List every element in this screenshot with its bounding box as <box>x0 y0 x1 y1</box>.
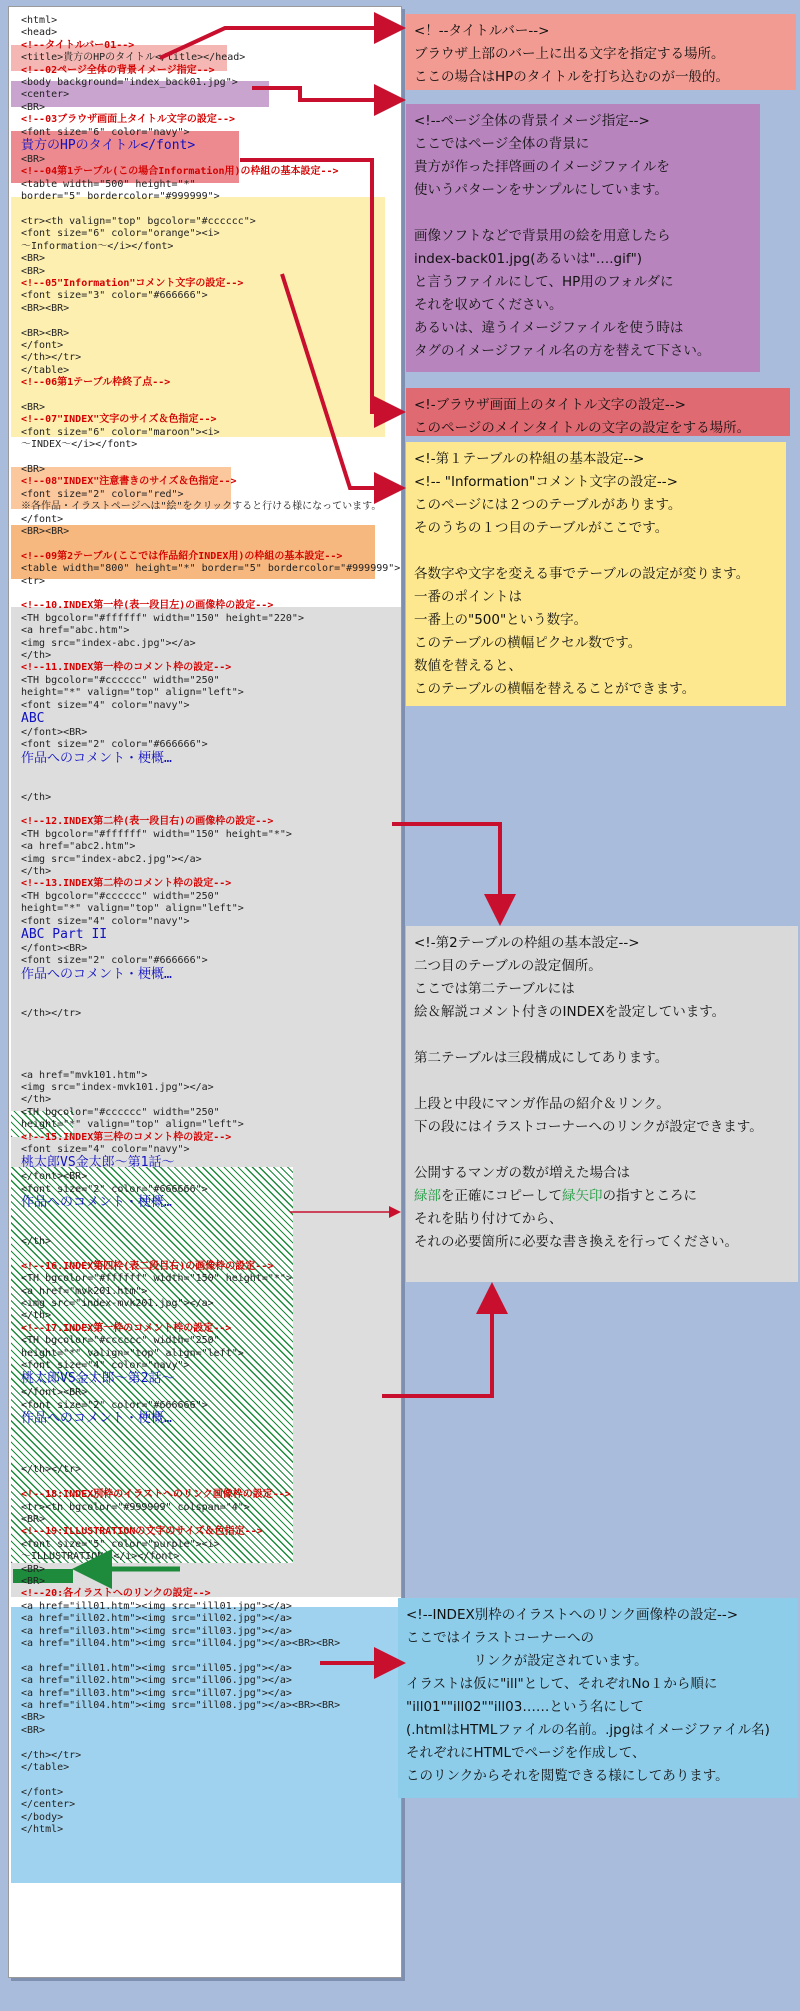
code-line: <BR> <box>21 1712 46 1724</box>
code-line: border="5" bordercolor="#999999"> <box>21 191 220 203</box>
code-line: <center> <box>21 89 70 101</box>
code-line: <!--08"INDEX"注意書きのサイズ＆色指定--> <box>21 476 237 488</box>
code-line: <!--10.INDEX第一枠(表一段目左)の画像枠の設定--> <box>21 600 274 612</box>
note-line: それの必要箇所に必要な書き換えを行ってください。 <box>414 1234 738 1250</box>
code-line: <body background="index_back01.jpg"> <box>21 77 238 88</box>
code-line: <TH bgcolor="#ffffff" width="150" height="*"> <box>21 828 292 840</box>
arrow-table2-top <box>392 824 500 918</box>
code-line: <img src="index-mvk201.jpg"></a> <box>21 1298 214 1309</box>
code-line: <!--11.INDEX第一枠のコメント枠の設定--> <box>21 662 232 674</box>
code-line: <font size="6" color="navy"> <box>21 126 190 138</box>
arrow-background <box>252 88 398 100</box>
code-line: height="*" valign="top" align="left"> <box>21 1347 244 1359</box>
code-line: <font size="2" color="#666666"> <box>21 739 208 751</box>
code-line: <font size="2" color="#666666"> <box>21 1183 208 1195</box>
code-line: <BR><BR> <box>21 302 70 314</box>
code-line: <a href="ill04.htm"><img src="ill08.jpg"></a><BR><BR> <box>21 1700 341 1711</box>
code-line: <a href="ill02.htm"><img src="ill02.jpg"></a> <box>21 1613 292 1625</box>
note-line: 下の段にはイラストコーナーへのリンクが設定できます。 <box>414 1119 763 1135</box>
code-line: <a href="abc2.htm"> <box>21 841 136 853</box>
code-line: <!--16.INDEX第四枠(表二段目右)の画像枠の設定--> <box>21 1260 274 1272</box>
code-line: <!--20:各イラストへのリンクの設定--> <box>21 1588 211 1600</box>
code-line: <a href="ill01.htm"><img src="ill01.jpg"></a> <box>21 1600 292 1612</box>
code-line: <font size="5" color="purple"><i> <box>21 1538 220 1550</box>
code-line: <TH bgcolor="#cccccc" width="250" <box>21 1106 220 1118</box>
code-line: </font><BR> <box>21 1387 88 1399</box>
code-line: </font><BR> <box>21 1171 88 1183</box>
code-line: <BR> <box>21 1724 46 1736</box>
code-line: <img src="index-abc2.jpg"></a> <box>21 853 202 865</box>
code-line: <!--05"Information"コメント文字の設定--> <box>21 278 244 289</box>
note-line: 公開するマンガの数が増えた場合は <box>414 1165 630 1181</box>
code-line: <BR> <box>21 464 46 475</box>
code-line: <TH bgcolor="#cccccc" width="250" <box>21 890 220 902</box>
note-line: 数値を替えると、 <box>414 658 522 674</box>
code-line: <!--02ページ全体の背景イメージ指定--> <box>21 64 215 76</box>
note-line: ここの場合はHPのタイトルを打ち込むのが一般的。 <box>414 69 730 85</box>
note-line: 使いうパターンをサンプルにしています。 <box>414 182 668 198</box>
code-line: <a href="mvk201.htm"> <box>21 1285 148 1297</box>
note-line: ここではページ全体の背景に <box>414 136 590 152</box>
code-line: <tr><th bgcolor="#999999" colspan="4"> <box>21 1501 250 1513</box>
note-line: イラストは仮に"ill"として、それぞれNo１から順に <box>406 1676 718 1692</box>
code-line: <a href="ill03.htm"><img src="ill03.jpg"></a> <box>21 1625 292 1637</box>
code-line: ～ILLUSTRATION～</i></font> <box>21 1551 180 1563</box>
code-line: <BR><BR> <box>21 526 70 537</box>
code-line: <font size="4" color="navy"> <box>21 1144 190 1155</box>
code-line: height="*" valign="top" align="left"> <box>21 687 244 699</box>
note-line: <!--INDEX別枠のイラストへのリンク画像枠の設定--> <box>406 1607 739 1623</box>
note-line: 一番のポイントは <box>414 589 522 605</box>
code-line: height="*" valign="top" align="left"> <box>21 1119 244 1131</box>
code-line: </font> <box>21 1786 64 1798</box>
arrow-table1 <box>282 274 398 488</box>
code-line: <font size="3" color="#666666"> <box>21 290 208 302</box>
arrow-browser-title <box>240 160 398 412</box>
note-line: (.htmlはHTMLファイルの名前。.jpgはイメージファイル名) <box>406 1722 770 1738</box>
code-line: <!--03ブラウザ画面上タイトル文字の設定--> <box>21 114 235 126</box>
note-line: <！--タイトルバー--> <box>414 23 550 39</box>
note-line: "ill01""ill02""ill03……という名にして <box>406 1699 644 1715</box>
code-line: <!--04第1テーブル(この場合Information用)の枠組の基本設定--> <box>21 166 339 178</box>
note-line: ここでは第二テーブルには <box>414 981 575 997</box>
code-line: 作品へのコメント・梗概… <box>21 966 172 982</box>
code-line: <font size="2" color="red"> <box>21 488 184 500</box>
note-line: このページのメインタイトルの文字の設定をする場所。 <box>414 420 751 436</box>
code-line: <BR><BR> <box>21 327 70 339</box>
note-line: このリンクからそれを閲覧できる様にしてあります。 <box>406 1768 729 1784</box>
code-line: height="*" valign="top" align="left"> <box>21 903 244 915</box>
code-line: <BR> <box>21 265 46 277</box>
code-line: 作品へのコメント・梗概… <box>21 1411 172 1427</box>
code-line: <title>貴方のHPのタイトル</title></head> <box>21 52 246 64</box>
note-line: 上段と中段にマンガ作品の紹介＆リンク。 <box>414 1096 670 1112</box>
code-line: <!--18:INDEX別枠のイラストへのリンク画像枠の設定--> <box>21 1489 291 1501</box>
code-line: ABC Part II <box>21 927 108 942</box>
code-line: <a href="ill01.htm"><img src="ill05.jpg"></a> <box>21 1662 292 1674</box>
code-line: 作品へのコメント・梗概… <box>21 1195 172 1211</box>
code-line: <table width="500" height="*" <box>21 178 196 190</box>
code-line: </th> <box>21 650 52 661</box>
note-line: それを貼り付けてから、 <box>414 1211 563 1227</box>
code-line: </font><BR> <box>21 943 88 954</box>
code-line: <BR> <box>21 154 46 165</box>
code-line: <font size="6" color="maroon"><i> <box>21 426 220 438</box>
code-line: <a href="mvk101.htm"> <box>21 1069 148 1081</box>
code-line: </table> <box>21 364 70 376</box>
copy-line-mid: を正確にコピーして <box>441 1188 562 1204</box>
note-line: 第二テーブルは三段構成にしてあります。 <box>414 1050 669 1066</box>
code-line: <img src="index-abc.jpg"></a> <box>21 637 196 649</box>
code-line: <font size="2" color="#666666"> <box>21 1399 208 1411</box>
code-line: <font size="4" color="navy"> <box>21 1360 190 1371</box>
note-line: 二つ目のテーブルの設定個所。 <box>414 958 602 974</box>
code-line: <TH bgcolor="#ffffff" width="150" height="220"> <box>21 612 304 624</box>
arrow-title-bar <box>160 28 398 58</box>
code-line: <BR> <box>21 1563 46 1575</box>
code-line: ※各作品・イラストページへは"絵"をクリックすると行ける様になっています。 <box>21 501 382 513</box>
note-line: ここではイラストコーナーへの <box>406 1630 595 1646</box>
note-line: 絵＆解説コメント付きのINDEXを設定しています。 <box>414 1004 726 1020</box>
note-line: あるいは、違うイメージファイルを使う時は <box>414 320 684 336</box>
code-line: </th> <box>21 1236 52 1247</box>
note-line: と言うファイルにして、HP用のフォルダに <box>414 274 674 290</box>
code-line: <a href="ill02.htm"><img src="ill06.jpg"></a> <box>21 1675 292 1687</box>
code-line: <a href="abc.htm"> <box>21 625 130 637</box>
code-line: <img src="index-mvk101.jpg"></a> <box>21 1082 214 1093</box>
code-line: 桃太郎VS金太郎～第1話～ <box>21 1155 175 1171</box>
code-line: <TH bgcolor="#cccccc" width="250" <box>21 1335 220 1347</box>
note-line: このテーブルの横幅ピクセル数です。 <box>414 635 642 651</box>
code-line: <font size="2" color="#666666"> <box>21 955 208 967</box>
code-line: <font size="4" color="navy"> <box>21 699 190 711</box>
code-line: <TH bgcolor="#ffffff" width="150" height="*"> <box>21 1273 292 1285</box>
note-line: 貴方が作った拝啓画のイメージファイルを <box>414 159 670 175</box>
code-line: ～INDEX～</i></font> <box>21 439 138 451</box>
code-line: </font> <box>21 340 64 351</box>
code-line: </th> <box>21 1094 52 1106</box>
code-line: <BR> <box>21 402 46 413</box>
code-line: <BR> <box>21 101 46 113</box>
code-line: </th> <box>21 1310 52 1322</box>
code-line: <!--07"INDEX"文字のサイズ＆色指定--> <box>21 414 217 426</box>
code-line: <a href="ill03.htm"><img src="ill07.jpg"></a> <box>21 1687 292 1699</box>
code-line: <tr><th valign="top" bgcolor="#cccccc"> <box>21 216 256 227</box>
code-line: <!--13.INDEX第二枠のコメント枠の設定--> <box>21 878 232 890</box>
code-line: <!--06第1テーブル枠終了点--> <box>21 377 171 389</box>
note-line: リンクが設定されています。 <box>406 1653 648 1669</box>
note-line: index-back01.jpg(あるいは"….gif") <box>414 251 643 267</box>
note-line: それを収めてください。 <box>414 297 563 313</box>
code-line: <BR> <box>21 253 46 265</box>
note-line: それぞれにHTMLでページを作成して、 <box>406 1745 646 1761</box>
code-line: 作品へのコメント・梗概… <box>21 750 172 766</box>
code-line: </body> <box>21 1811 64 1823</box>
code-line: <table width="800" height="*" border="5" bordercolor="#999999"> <box>21 563 401 575</box>
code-line: </th></tr> <box>21 1464 82 1476</box>
code-line: <!--19:ILLUSTRATIONの文字のサイズ＆色指定--> <box>21 1526 263 1538</box>
code-line: <a href="ill04.htm"><img src="ill04.jpg"></a><BR><BR> <box>21 1638 341 1649</box>
code-line: <head> <box>21 27 58 39</box>
note-line: このページには２つのテーブルがあります。 <box>414 497 682 513</box>
code-line: <font size="4" color="navy"> <box>21 915 190 927</box>
note-line: 画像ソフトなどで背景用の絵を用意したら <box>414 228 671 244</box>
code-line: <html> <box>21 15 58 26</box>
arrow-table2-bottom <box>382 1290 492 1396</box>
note-line: <!-第2テーブルの枠組の基本設定--> <box>414 935 640 951</box>
code-line: </font> <box>21 513 64 525</box>
code-line: </th></tr> <box>21 1007 82 1019</box>
note-line: <!-ブラウザ画面上のタイトル文字の設定--> <box>414 397 686 413</box>
code-line: 貴方のHPのタイトル</font> <box>21 138 196 153</box>
code-line: <!--17.INDEX第一枠のコメント枠の設定--> <box>21 1322 232 1334</box>
note-line: <!--ページ全体の背景イメージ指定--> <box>414 113 650 129</box>
code-line: ABC <box>21 711 45 726</box>
note-line: 各数字や文字を変える事でテーブルの設定が変ります。 <box>414 566 750 582</box>
code-line: </th></tr> <box>21 1749 82 1761</box>
code-line: </th> <box>21 791 52 803</box>
copy-line-post: の指すところに <box>602 1188 697 1204</box>
copy-line-green-arrow: 緑矢印 <box>561 1188 603 1204</box>
code-line: </font><BR> <box>21 727 88 738</box>
note-line: そのうちの１つ目のテーブルがここです。 <box>414 520 669 536</box>
code-line: ～Information～</i></font> <box>21 240 174 252</box>
code-line: <TH bgcolor="#cccccc" width="250" <box>21 674 220 686</box>
copy-line-green-part: 緑部 <box>414 1188 441 1204</box>
code-line: <font size="6" color="orange"><i> <box>21 228 220 240</box>
code-line: </th> <box>21 866 52 877</box>
code-line: </th></tr> <box>21 352 82 364</box>
code-line: </table> <box>21 1762 70 1773</box>
code-line: 桃太郎VS金太郎～第2話～ <box>21 1371 175 1387</box>
code-line: <!--15.INDEX第三枠のコメント枠の設定--> <box>21 1131 232 1143</box>
note-line: ブラウザ上部のバー上に出る文字を指定する場所。 <box>414 46 725 62</box>
note-line: このテーブルの横幅を替えることができます。 <box>414 681 696 697</box>
note-line: <!-第１テーブルの枠組の基本設定--> <box>414 451 645 467</box>
code-line: <BR> <box>21 1576 46 1587</box>
code-line: <!--09第2テーブル(ここでは作品紹介INDEX用)の枠組の基本設定--> <box>21 550 343 562</box>
code-line: <!--12.INDEX第二枠(表一段目右)の画像枠の設定--> <box>21 816 274 828</box>
code-line: </center> <box>21 1799 76 1811</box>
code-line: <tr> <box>21 575 46 587</box>
note-line: タグのイメージファイル名の方を替えて下さい。 <box>414 343 711 359</box>
note-line: <!-- "Information"コメント文字の設定--> <box>414 474 678 490</box>
code-line: <!--タイトルバー01--> <box>21 39 135 51</box>
code-line: </html> <box>21 1824 64 1835</box>
note-line: 一番上の"500"という数字。 <box>414 612 588 628</box>
code-line: <BR> <box>21 1514 46 1525</box>
